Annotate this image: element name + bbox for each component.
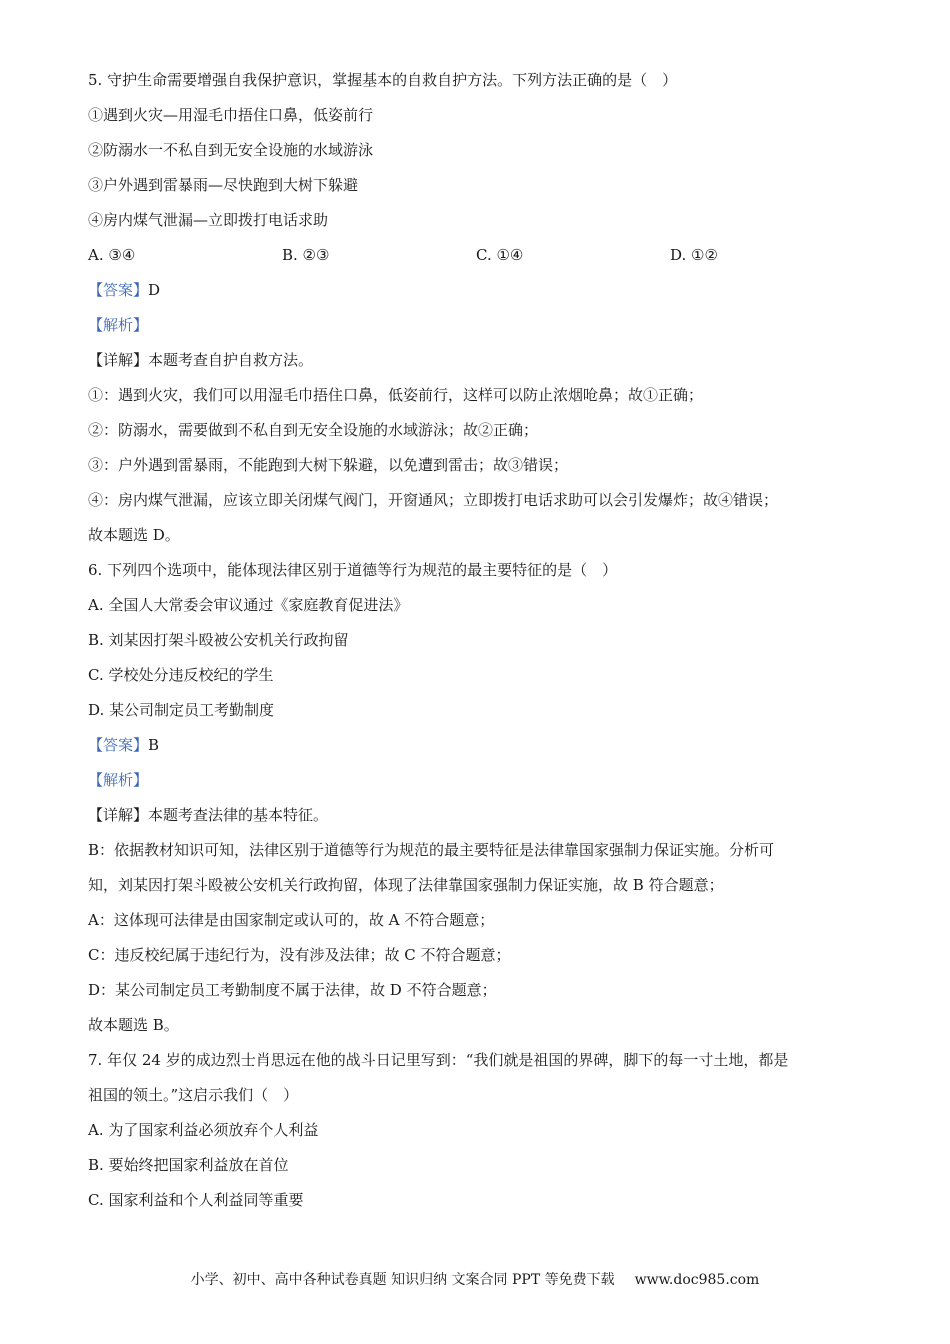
q5-answer-value: D [148,281,161,299]
q5-explanation-3: ③：户外遇到雷暴雨，不能跑到大树下躲避，以免遭到雷击；故③错误； [88,456,569,474]
q5-item-1: ①遇到火灾—用湿毛巾捂住口鼻，低姿前行 [88,106,374,124]
document-body [88,70,868,1225]
q5-option-c: C. ①④ [476,246,524,264]
answer-tag: 【答案】 [88,736,149,754]
q5-conclusion: 故本题选 D。 [88,526,180,544]
q5-detail [88,350,868,370]
q7-stem-line-1: 7. 年仅 24 岁的成边烈士肖思远在他的战斗日记里写到：“我们就是祖国的界碑，脚下的每一寸土地，都是 [88,1051,789,1069]
q6-option-a: A. 全国人大常委会审议通过《家庭教育促进法》 [88,596,409,614]
q5-item-2: ②防溺水一不私自到无安全设施的水域游泳 [88,141,374,159]
q6-conclusion: 故本题选 B。 [88,1016,179,1034]
q6-explanation-2: 知，刘某因打架斗殴被公安机关行政拘留，体现了法律靠国家强制力保证实施，故 B 符合题意； [88,876,724,894]
analysis-tag: 【解析】 [88,316,149,334]
q5-option-a: A. ③④ [88,246,136,264]
footer-site-link[interactable]: www.doc985.com [634,1272,760,1288]
q5-item-3: ③户外遇到雷暴雨—尽快跑到大树下躲避 [88,176,359,194]
q6-analysis [88,770,868,790]
q5-options [88,245,868,265]
q6-answer [88,735,868,755]
q6-answer-value: B [148,736,160,754]
page-footer [0,1270,950,1290]
detail-tag: 【详解】 [88,351,149,369]
q7-option-c: C. 国家利益和个人利益同等重要 [88,1191,304,1209]
analysis-tag: 【解析】 [88,771,149,789]
q6-stem: 6. 下列四个选项中，能体现法律区别于道德等行为规范的最主要特征的是（ ） [88,561,618,579]
q5-option-d: D. ①② [670,246,718,264]
q6-option-b: B. 刘某因打架斗殴被公安机关行政拘留 [88,631,349,649]
q6-explanation-5: D：某公司制定员工考勤制度不属于法律，故 D 不符合题意； [88,981,497,999]
q5-item-4: ④房内煤气泄漏—立即拨打电话求助 [88,211,329,229]
q5-explanation-2: ②：防溺水，需要做到不私自到无安全设施的水域游泳；故②正确； [88,421,539,439]
q5-answer [88,280,868,300]
q5-stem: 5. 守护生命需要增强自我保护意识，掌握基本的自救自护方法。下列方法正确的是（ ） [88,71,678,89]
q6-explanation-1: B：依据教材知识可知，法律区别于道德等行为规范的最主要特征是法律靠国家强制力保证实施。分析可 [88,841,775,859]
q5-explanation-4: ④：房内煤气泄漏，应该立即关闭煤气阀门，开窗通风；立即拨打电话求助可以会引发爆炸；故④错误； [88,491,779,509]
q7-stem-line-2: 祖国的领土。”这启示我们（ ） [88,1086,299,1104]
q6-detail [88,805,868,825]
q7-option-b: B. 要始终把国家利益放在首位 [88,1156,289,1174]
q6-detail-intro: 本题考查法律的基本特征。 [148,806,329,824]
q5-option-b: B. ②③ [282,246,330,264]
footer-text: 小学、初中、高中各种试卷真题 知识归纳 文案合同 PPT 等免费下载 [190,1272,615,1288]
q5-analysis [88,315,868,335]
q6-option-c: C. 学校处分违反校纪的学生 [88,666,274,684]
q6-explanation-3: A：这体现可法律是由国家制定或认可的，故 A 不符合题意； [88,911,495,929]
q6-option-d: D. 某公司制定员工考勤制度 [88,701,275,719]
q5-explanation-1: ①：遇到火灾，我们可以用湿毛巾捂住口鼻，低姿前行，这样可以防止浓烟呛鼻；故①正确； [88,386,704,404]
q5-detail-intro: 本题考查自护自救方法。 [148,351,314,369]
q7-option-a: A. 为了国家利益必须放弃个人利益 [88,1121,319,1139]
q6-explanation-4: C：违反校纪属于违纪行为，没有涉及法律；故 C 不符合题意； [88,946,511,964]
answer-tag: 【答案】 [88,281,149,299]
detail-tag: 【详解】 [88,806,149,824]
